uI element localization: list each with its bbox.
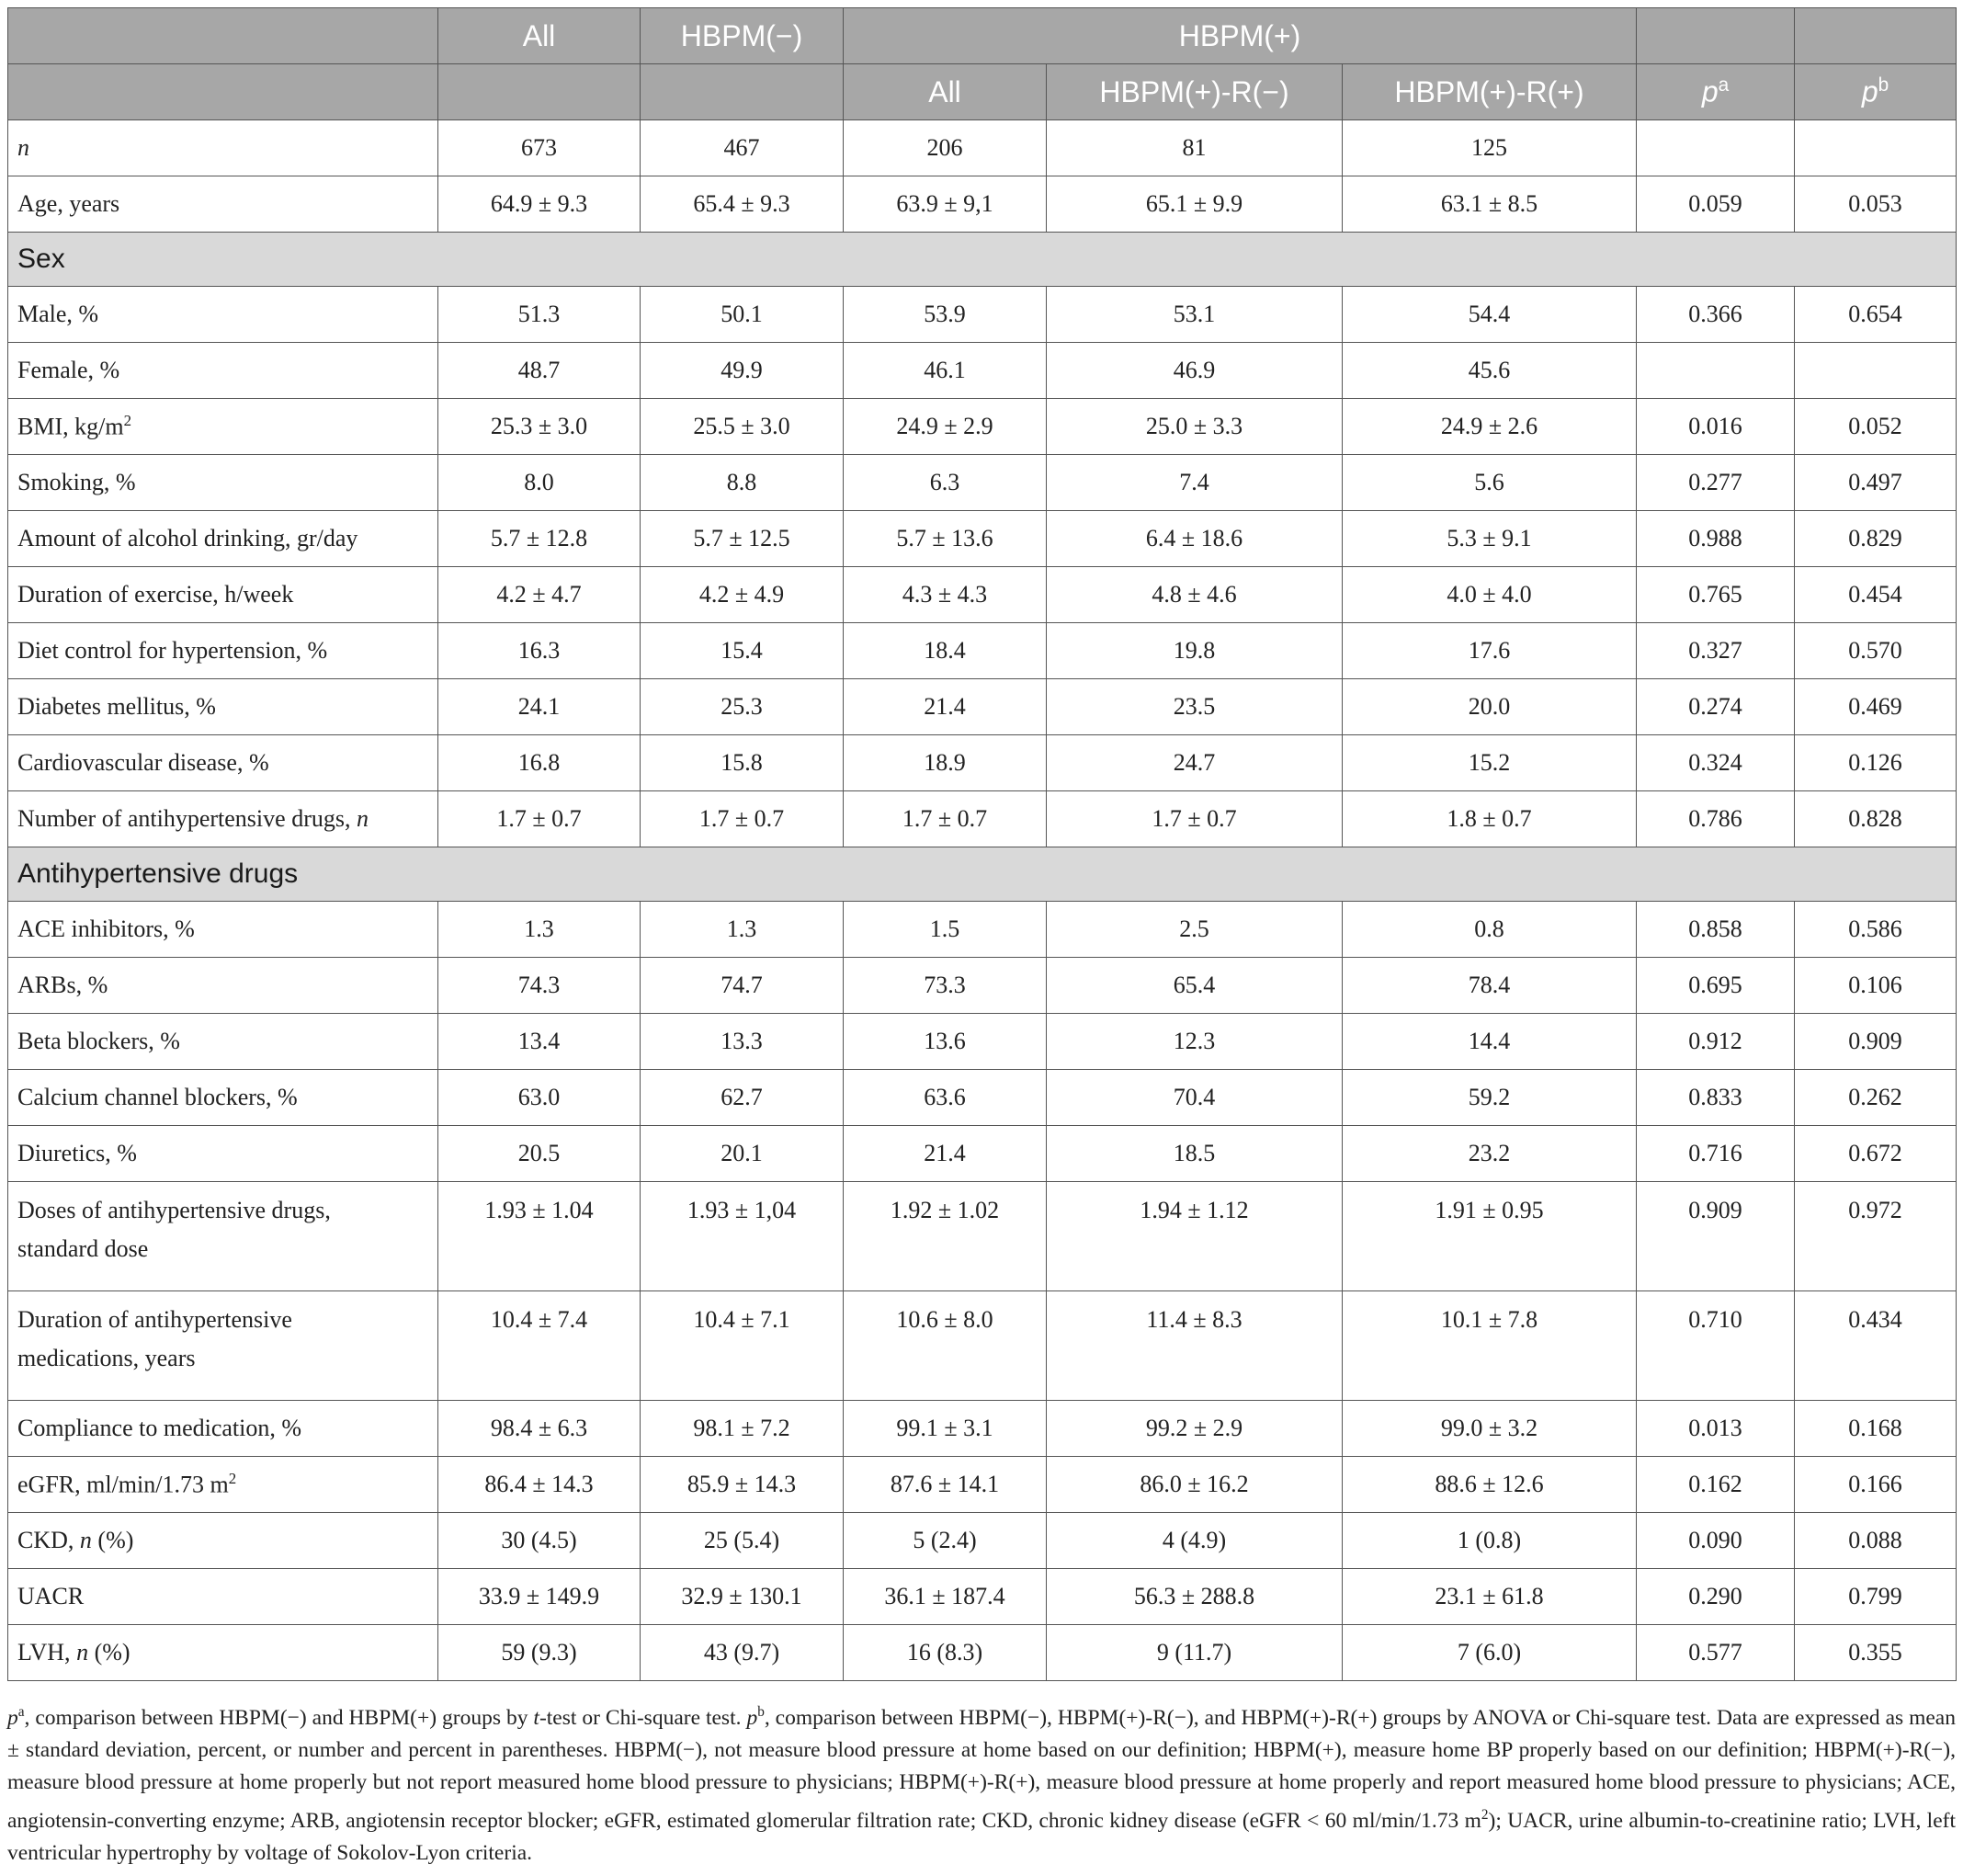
row-label bbox=[8, 399, 438, 455]
cell-all: 1.93 ± 1.04 bbox=[438, 1182, 641, 1291]
cell-hbpm-plus-all: 10.6 ± 8.0 bbox=[844, 1291, 1047, 1401]
cell-hbpm-plus-r-minus: 65.4 bbox=[1047, 958, 1343, 1014]
cell-hbpm-minus: 98.1 ± 7.2 bbox=[641, 1401, 844, 1457]
cell-p-b: 0.654 bbox=[1795, 287, 1957, 343]
cell-hbpm-plus-r-plus: 1.8 ± 0.7 bbox=[1343, 791, 1637, 847]
cell-hbpm-minus: 1.3 bbox=[641, 902, 844, 958]
cell-hbpm-plus-r-plus: 14.4 bbox=[1343, 1014, 1637, 1070]
header-hbpm-plus-all: All bbox=[844, 64, 1047, 120]
header-row-1 bbox=[8, 8, 1957, 64]
row-label bbox=[8, 120, 438, 176]
cell-hbpm-minus: 20.1 bbox=[641, 1126, 844, 1182]
row-label bbox=[8, 1569, 438, 1625]
cell-hbpm-plus-r-plus: 23.2 bbox=[1343, 1126, 1637, 1182]
row-label bbox=[8, 1014, 438, 1070]
row-label-text: Duration of antihypertensive bbox=[17, 1306, 292, 1333]
table-row bbox=[8, 1513, 1957, 1569]
cell-hbpm-plus-r-plus: 0.8 bbox=[1343, 902, 1637, 958]
table-row bbox=[8, 623, 1957, 679]
cell-all: 24.1 bbox=[438, 679, 641, 735]
section-row bbox=[8, 847, 1957, 902]
row-label bbox=[8, 735, 438, 791]
cell-hbpm-plus-r-plus: 20.0 bbox=[1343, 679, 1637, 735]
row-label-text: Smoking, % bbox=[17, 469, 136, 495]
cell-hbpm-plus-all: 18.9 bbox=[844, 735, 1047, 791]
cell-p-b bbox=[1795, 343, 1957, 399]
row-label bbox=[8, 1070, 438, 1126]
row-label-text: ACE inhibitors, % bbox=[17, 915, 195, 942]
cell-p-b bbox=[1795, 120, 1957, 176]
header-blank-cell bbox=[438, 64, 641, 120]
cell-hbpm-plus-r-minus: 12.3 bbox=[1047, 1014, 1343, 1070]
row-label-tail: (%) bbox=[88, 1639, 130, 1666]
cell-p-a: 0.327 bbox=[1637, 623, 1795, 679]
p-letter: p bbox=[1701, 74, 1719, 108]
footnote-sup: b bbox=[757, 1704, 765, 1720]
row-label-text: Male, % bbox=[17, 301, 99, 327]
cell-p-b: 0.972 bbox=[1795, 1182, 1957, 1291]
cell-hbpm-plus-all: 13.6 bbox=[844, 1014, 1047, 1070]
table-row bbox=[8, 287, 1957, 343]
table-container bbox=[7, 7, 1956, 1870]
cell-hbpm-minus: 25.3 bbox=[641, 679, 844, 735]
table-row bbox=[8, 1457, 1957, 1513]
header-p-b bbox=[1795, 64, 1957, 120]
footnote-text: ); UACR, urine albumin-to-creatinine ratio; LVH, left ventricular hypertrophy by voltage of Sokolov-Lyon criteria. bbox=[7, 1808, 1956, 1865]
cell-p-a: 0.277 bbox=[1637, 455, 1795, 511]
cell-hbpm-plus-r-minus: 2.5 bbox=[1047, 902, 1343, 958]
cell-p-b: 0.106 bbox=[1795, 958, 1957, 1014]
cell-hbpm-plus-r-minus: 6.4 ± 18.6 bbox=[1047, 511, 1343, 567]
row-label bbox=[8, 1457, 438, 1513]
cell-hbpm-minus: 15.8 bbox=[641, 735, 844, 791]
cell-p-b: 0.586 bbox=[1795, 902, 1957, 958]
header-hbpm-plus-r-minus: HBPM(+)-R(−) bbox=[1047, 64, 1343, 120]
cell-hbpm-minus: 32.9 ± 130.1 bbox=[641, 1569, 844, 1625]
cell-hbpm-plus-all: 6.3 bbox=[844, 455, 1047, 511]
header-p-a bbox=[1637, 64, 1795, 120]
table-row bbox=[8, 791, 1957, 847]
row-label-text: BMI, kg/m bbox=[17, 413, 124, 440]
table-row bbox=[8, 679, 1957, 735]
cell-hbpm-minus: 49.9 bbox=[641, 343, 844, 399]
cell-hbpm-plus-r-minus: 46.9 bbox=[1047, 343, 1343, 399]
row-label-italic: n bbox=[76, 1639, 89, 1666]
cell-hbpm-plus-all: 5 (2.4) bbox=[844, 1513, 1047, 1569]
cell-hbpm-plus-r-plus: 23.1 ± 61.8 bbox=[1343, 1569, 1637, 1625]
cell-p-a: 0.324 bbox=[1637, 735, 1795, 791]
table-row bbox=[8, 1070, 1957, 1126]
cell-hbpm-minus: 1.93 ± 1,04 bbox=[641, 1182, 844, 1291]
row-label-text: Female, % bbox=[17, 357, 120, 383]
cell-hbpm-plus-r-minus: 81 bbox=[1047, 120, 1343, 176]
table-row bbox=[8, 511, 1957, 567]
cell-hbpm-plus-r-minus: 7.4 bbox=[1047, 455, 1343, 511]
row-label bbox=[8, 1401, 438, 1457]
cell-hbpm-plus-r-minus: 86.0 ± 16.2 bbox=[1047, 1457, 1343, 1513]
cell-hbpm-plus-all: 4.3 ± 4.3 bbox=[844, 567, 1047, 623]
cell-hbpm-plus-r-plus: 59.2 bbox=[1343, 1070, 1637, 1126]
row-label-text: n bbox=[17, 134, 29, 161]
cell-p-b: 0.909 bbox=[1795, 1014, 1957, 1070]
cell-hbpm-minus: 4.2 ± 4.9 bbox=[641, 567, 844, 623]
table-row bbox=[8, 1014, 1957, 1070]
cell-hbpm-plus-r-minus: 56.3 ± 288.8 bbox=[1047, 1569, 1343, 1625]
row-label bbox=[8, 511, 438, 567]
cell-p-b: 0.672 bbox=[1795, 1126, 1957, 1182]
cell-hbpm-minus: 65.4 ± 9.3 bbox=[641, 176, 844, 233]
cell-all: 63.0 bbox=[438, 1070, 641, 1126]
row-label bbox=[8, 1291, 438, 1401]
cell-all: 25.3 ± 3.0 bbox=[438, 399, 641, 455]
cell-hbpm-plus-all: 36.1 ± 187.4 bbox=[844, 1569, 1047, 1625]
cell-hbpm-minus: 1.7 ± 0.7 bbox=[641, 791, 844, 847]
cell-hbpm-plus-all: 206 bbox=[844, 120, 1047, 176]
table-row bbox=[8, 1291, 1957, 1401]
cell-all: 5.7 ± 12.8 bbox=[438, 511, 641, 567]
cell-hbpm-minus: 467 bbox=[641, 120, 844, 176]
cell-p-a: 0.833 bbox=[1637, 1070, 1795, 1126]
row-label-italic: n bbox=[356, 805, 369, 832]
cell-p-a: 0.366 bbox=[1637, 287, 1795, 343]
row-label-text: Amount of alcohol drinking, gr/day bbox=[17, 525, 358, 551]
cell-all: 48.7 bbox=[438, 343, 641, 399]
cell-hbpm-plus-all: 16 (8.3) bbox=[844, 1625, 1047, 1681]
row-label bbox=[8, 902, 438, 958]
cell-p-b: 0.570 bbox=[1795, 623, 1957, 679]
cell-hbpm-plus-r-minus: 1.94 ± 1.12 bbox=[1047, 1182, 1343, 1291]
cell-hbpm-minus: 50.1 bbox=[641, 287, 844, 343]
row-label-tail: (%) bbox=[91, 1527, 134, 1553]
cell-hbpm-plus-r-plus: 125 bbox=[1343, 120, 1637, 176]
footnote-sup: 2 bbox=[1481, 1806, 1489, 1823]
header-hbpm-minus: HBPM(−) bbox=[641, 8, 844, 64]
cell-hbpm-minus: 5.7 ± 12.5 bbox=[641, 511, 844, 567]
cell-all: 16.8 bbox=[438, 735, 641, 791]
row-label-line2: medications, years bbox=[17, 1345, 196, 1371]
cell-all: 86.4 ± 14.3 bbox=[438, 1457, 641, 1513]
table-body bbox=[8, 120, 1957, 1681]
cell-p-a: 0.013 bbox=[1637, 1401, 1795, 1457]
cell-hbpm-plus-all: 21.4 bbox=[844, 679, 1047, 735]
cell-hbpm-minus: 74.7 bbox=[641, 958, 844, 1014]
cell-p-a: 0.059 bbox=[1637, 176, 1795, 233]
cell-all: 98.4 ± 6.3 bbox=[438, 1401, 641, 1457]
cell-p-a: 0.716 bbox=[1637, 1126, 1795, 1182]
row-label-text: Diabetes mellitus, % bbox=[17, 693, 216, 720]
section-row bbox=[8, 233, 1957, 287]
table-row bbox=[8, 902, 1957, 958]
cell-hbpm-plus-r-minus: 25.0 ± 3.3 bbox=[1047, 399, 1343, 455]
row-label-text: Duration of exercise, h/week bbox=[17, 581, 294, 608]
table-row bbox=[8, 1625, 1957, 1681]
cell-hbpm-plus-r-minus: 1.7 ± 0.7 bbox=[1047, 791, 1343, 847]
table-footnote bbox=[7, 1696, 1956, 1870]
cell-p-b: 0.434 bbox=[1795, 1291, 1957, 1401]
cell-hbpm-plus-r-plus: 45.6 bbox=[1343, 343, 1637, 399]
cell-p-b: 0.126 bbox=[1795, 735, 1957, 791]
cell-hbpm-plus-r-plus: 5.6 bbox=[1343, 455, 1637, 511]
table-row bbox=[8, 1401, 1957, 1457]
cell-hbpm-plus-r-minus: 24.7 bbox=[1047, 735, 1343, 791]
cell-hbpm-plus-all: 63.6 bbox=[844, 1070, 1047, 1126]
cell-p-a: 0.162 bbox=[1637, 1457, 1795, 1513]
footnote-t: t bbox=[533, 1705, 539, 1730]
p-letter: p bbox=[1861, 74, 1878, 108]
cell-hbpm-plus-r-minus: 9 (11.7) bbox=[1047, 1625, 1343, 1681]
cell-p-a: 0.786 bbox=[1637, 791, 1795, 847]
cell-hbpm-plus-r-minus: 19.8 bbox=[1047, 623, 1343, 679]
row-label bbox=[8, 567, 438, 623]
cell-all: 1.3 bbox=[438, 902, 641, 958]
cell-p-a: 0.912 bbox=[1637, 1014, 1795, 1070]
cell-p-b: 0.088 bbox=[1795, 1513, 1957, 1569]
row-label-superscript: 2 bbox=[228, 1470, 237, 1488]
cell-hbpm-plus-all: 99.1 ± 3.1 bbox=[844, 1401, 1047, 1457]
cell-p-a: 0.274 bbox=[1637, 679, 1795, 735]
row-label-text: UACR bbox=[17, 1583, 85, 1609]
cell-hbpm-plus-all: 73.3 bbox=[844, 958, 1047, 1014]
cell-all: 59 (9.3) bbox=[438, 1625, 641, 1681]
cell-hbpm-plus-r-minus: 4 (4.9) bbox=[1047, 1513, 1343, 1569]
cell-p-b: 0.053 bbox=[1795, 176, 1957, 233]
cell-all: 673 bbox=[438, 120, 641, 176]
cell-all: 30 (4.5) bbox=[438, 1513, 641, 1569]
row-label bbox=[8, 287, 438, 343]
row-label-text: ARBs, % bbox=[17, 972, 108, 998]
section-header: Antihypertensive drugs bbox=[8, 847, 1957, 902]
cell-hbpm-plus-all: 87.6 ± 14.1 bbox=[844, 1457, 1047, 1513]
cell-hbpm-plus-r-minus: 23.5 bbox=[1047, 679, 1343, 735]
table-row bbox=[8, 958, 1957, 1014]
cell-p-b: 0.828 bbox=[1795, 791, 1957, 847]
header-blank-cell bbox=[1637, 8, 1795, 64]
header-blank-cell bbox=[8, 8, 438, 64]
row-label bbox=[8, 791, 438, 847]
cell-hbpm-plus-r-minus: 99.2 ± 2.9 bbox=[1047, 1401, 1343, 1457]
cell-hbpm-plus-all: 1.7 ± 0.7 bbox=[844, 791, 1047, 847]
cell-hbpm-plus-r-plus: 17.6 bbox=[1343, 623, 1637, 679]
row-label bbox=[8, 679, 438, 735]
row-label-text: Number of antihypertensive drugs, bbox=[17, 805, 357, 832]
cell-p-a: 0.858 bbox=[1637, 902, 1795, 958]
cell-p-a: 0.765 bbox=[1637, 567, 1795, 623]
cell-all: 16.3 bbox=[438, 623, 641, 679]
row-label bbox=[8, 343, 438, 399]
cell-all: 51.3 bbox=[438, 287, 641, 343]
row-label bbox=[8, 623, 438, 679]
cell-hbpm-minus: 8.8 bbox=[641, 455, 844, 511]
row-label bbox=[8, 1625, 438, 1681]
cell-p-a: 0.988 bbox=[1637, 511, 1795, 567]
header-blank-cell bbox=[1795, 8, 1957, 64]
cell-p-b: 0.262 bbox=[1795, 1070, 1957, 1126]
table-row bbox=[8, 567, 1957, 623]
row-label-text: CKD, bbox=[17, 1527, 80, 1553]
table-row bbox=[8, 343, 1957, 399]
cell-hbpm-plus-all: 1.5 bbox=[844, 902, 1047, 958]
row-label bbox=[8, 958, 438, 1014]
cell-hbpm-plus-r-plus: 24.9 ± 2.6 bbox=[1343, 399, 1637, 455]
row-label bbox=[8, 1182, 438, 1291]
cell-hbpm-minus: 43 (9.7) bbox=[641, 1625, 844, 1681]
table-row bbox=[8, 120, 1957, 176]
cell-hbpm-plus-r-plus: 88.6 ± 12.6 bbox=[1343, 1457, 1637, 1513]
footnote-text: , comparison between HBPM(−) and HBPM(+) groups by bbox=[24, 1705, 534, 1730]
cell-hbpm-minus: 62.7 bbox=[641, 1070, 844, 1126]
footnote-sup: a bbox=[17, 1704, 25, 1720]
row-label-text: eGFR, ml/min/1.73 m bbox=[17, 1471, 229, 1498]
row-label-text: Diuretics, % bbox=[17, 1140, 137, 1166]
cell-p-a: 0.016 bbox=[1637, 399, 1795, 455]
header-hbpm-plus: HBPM(+) bbox=[844, 8, 1637, 64]
row-label-text: Age, years bbox=[17, 190, 120, 217]
table-header bbox=[8, 8, 1957, 120]
cell-hbpm-minus: 15.4 bbox=[641, 623, 844, 679]
cell-hbpm-plus-r-minus: 65.1 ± 9.9 bbox=[1047, 176, 1343, 233]
row-label bbox=[8, 176, 438, 233]
cell-hbpm-plus-r-minus: 18.5 bbox=[1047, 1126, 1343, 1182]
footnote-text: , comparison between HBPM(−), HBPM(+)-R(−), and HBPM(+)-R(+) groups by ANOVA or Chi-square test. Data are expressed as mean ± standard deviation, percent, or number and percent in parentheses. HBPM(−), not measure blood pressure at home based on our definition; HBPM(+), measure home BP properly based on our definition; HBPM(+)-R(−), measure blood pressure at home properly but not report measured home blood pressure to physicians; HBPM(+)-R(+), measure blood pressure at home properly and report measured home blood pressure to physicians; ACE, angiotensin-converting enzyme; ARB, angiotensin receptor blocker; eGFR, estimated glomerular filtration rate; CKD, chronic kidney disease (eGFR < 60 ml/min/1.73 m bbox=[7, 1705, 1956, 1833]
row-label-text: Cardiovascular disease, % bbox=[17, 749, 269, 776]
table-row bbox=[8, 176, 1957, 233]
cell-p-a: 0.290 bbox=[1637, 1569, 1795, 1625]
cell-hbpm-plus-all: 53.9 bbox=[844, 287, 1047, 343]
row-label-line2: standard dose bbox=[17, 1235, 149, 1262]
row-label-text: Calcium channel blockers, % bbox=[17, 1084, 298, 1110]
row-label-text: Beta blockers, % bbox=[17, 1028, 180, 1054]
header-hbpm-plus-r-plus: HBPM(+)-R(+) bbox=[1343, 64, 1637, 120]
cell-hbpm-plus-r-plus: 1.91 ± 0.95 bbox=[1343, 1182, 1637, 1291]
footnote-text: -test or Chi-square test. bbox=[539, 1705, 747, 1730]
table-row bbox=[8, 455, 1957, 511]
section-header: Sex bbox=[8, 233, 1957, 287]
cell-p-b: 0.454 bbox=[1795, 567, 1957, 623]
row-label-text: LVH, bbox=[17, 1639, 77, 1666]
cell-hbpm-plus-r-plus: 10.1 ± 7.8 bbox=[1343, 1291, 1637, 1401]
cell-p-a: 0.577 bbox=[1637, 1625, 1795, 1681]
cell-p-a bbox=[1637, 343, 1795, 399]
cell-hbpm-plus-r-plus: 15.2 bbox=[1343, 735, 1637, 791]
cell-p-b: 0.829 bbox=[1795, 511, 1957, 567]
cell-all: 20.5 bbox=[438, 1126, 641, 1182]
cell-hbpm-plus-all: 21.4 bbox=[844, 1126, 1047, 1182]
p-superscript: a bbox=[1718, 74, 1730, 97]
table-row bbox=[8, 1569, 1957, 1625]
cell-hbpm-minus: 13.3 bbox=[641, 1014, 844, 1070]
row-label bbox=[8, 455, 438, 511]
cell-p-b: 0.355 bbox=[1795, 1625, 1957, 1681]
cell-hbpm-plus-r-plus: 99.0 ± 3.2 bbox=[1343, 1401, 1637, 1457]
table-row bbox=[8, 1182, 1957, 1291]
header-blank-cell bbox=[8, 64, 438, 120]
cell-all: 10.4 ± 7.4 bbox=[438, 1291, 641, 1401]
table-row bbox=[8, 1126, 1957, 1182]
cell-p-a: 0.710 bbox=[1637, 1291, 1795, 1401]
row-label bbox=[8, 1126, 438, 1182]
cell-hbpm-plus-r-minus: 70.4 bbox=[1047, 1070, 1343, 1126]
cell-p-b: 0.469 bbox=[1795, 679, 1957, 735]
row-label-text: Doses of antihypertensive drugs, bbox=[17, 1197, 331, 1223]
cell-p-a: 0.090 bbox=[1637, 1513, 1795, 1569]
cell-hbpm-plus-all: 46.1 bbox=[844, 343, 1047, 399]
cell-p-b: 0.497 bbox=[1795, 455, 1957, 511]
cell-hbpm-plus-all: 24.9 ± 2.9 bbox=[844, 399, 1047, 455]
cell-hbpm-plus-all: 5.7 ± 13.6 bbox=[844, 511, 1047, 567]
footnote-p: p bbox=[746, 1705, 758, 1730]
cell-all: 13.4 bbox=[438, 1014, 641, 1070]
cell-hbpm-plus-all: 63.9 ± 9,1 bbox=[844, 176, 1047, 233]
baseline-characteristics-table bbox=[7, 7, 1957, 1681]
cell-hbpm-minus: 10.4 ± 7.1 bbox=[641, 1291, 844, 1401]
row-label-text: Compliance to medication, % bbox=[17, 1415, 302, 1441]
cell-p-b: 0.799 bbox=[1795, 1569, 1957, 1625]
cell-hbpm-plus-r-plus: 7 (6.0) bbox=[1343, 1625, 1637, 1681]
cell-hbpm-plus-r-plus: 1 (0.8) bbox=[1343, 1513, 1637, 1569]
cell-p-a: 0.695 bbox=[1637, 958, 1795, 1014]
cell-p-a bbox=[1637, 120, 1795, 176]
cell-all: 33.9 ± 149.9 bbox=[438, 1569, 641, 1625]
header-all: All bbox=[438, 8, 641, 64]
row-label-text: Diet control for hypertension, % bbox=[17, 637, 328, 664]
p-superscript: b bbox=[1878, 74, 1889, 97]
cell-p-b: 0.052 bbox=[1795, 399, 1957, 455]
footnote-p: p bbox=[7, 1705, 18, 1730]
cell-hbpm-plus-r-minus: 53.1 bbox=[1047, 287, 1343, 343]
table-row bbox=[8, 399, 1957, 455]
cell-all: 64.9 ± 9.3 bbox=[438, 176, 641, 233]
cell-hbpm-plus-r-plus: 54.4 bbox=[1343, 287, 1637, 343]
cell-p-a: 0.909 bbox=[1637, 1182, 1795, 1291]
cell-hbpm-minus: 25 (5.4) bbox=[641, 1513, 844, 1569]
table-row bbox=[8, 735, 1957, 791]
row-label-superscript: 2 bbox=[123, 412, 132, 430]
cell-hbpm-plus-all: 1.92 ± 1.02 bbox=[844, 1182, 1047, 1291]
cell-hbpm-plus-r-plus: 5.3 ± 9.1 bbox=[1343, 511, 1637, 567]
cell-p-b: 0.168 bbox=[1795, 1401, 1957, 1457]
cell-hbpm-plus-r-minus: 4.8 ± 4.6 bbox=[1047, 567, 1343, 623]
cell-all: 4.2 ± 4.7 bbox=[438, 567, 641, 623]
cell-hbpm-minus: 25.5 ± 3.0 bbox=[641, 399, 844, 455]
cell-all: 74.3 bbox=[438, 958, 641, 1014]
cell-hbpm-plus-all: 18.4 bbox=[844, 623, 1047, 679]
cell-hbpm-plus-r-plus: 78.4 bbox=[1343, 958, 1637, 1014]
header-row-2 bbox=[8, 64, 1957, 120]
cell-all: 8.0 bbox=[438, 455, 641, 511]
row-label-italic: n bbox=[79, 1527, 92, 1553]
cell-hbpm-plus-r-plus: 63.1 ± 8.5 bbox=[1343, 176, 1637, 233]
cell-hbpm-minus: 85.9 ± 14.3 bbox=[641, 1457, 844, 1513]
header-blank-cell bbox=[641, 64, 844, 120]
cell-hbpm-plus-r-plus: 4.0 ± 4.0 bbox=[1343, 567, 1637, 623]
row-label bbox=[8, 1513, 438, 1569]
cell-hbpm-plus-r-minus: 11.4 ± 8.3 bbox=[1047, 1291, 1343, 1401]
cell-p-b: 0.166 bbox=[1795, 1457, 1957, 1513]
cell-all: 1.7 ± 0.7 bbox=[438, 791, 641, 847]
